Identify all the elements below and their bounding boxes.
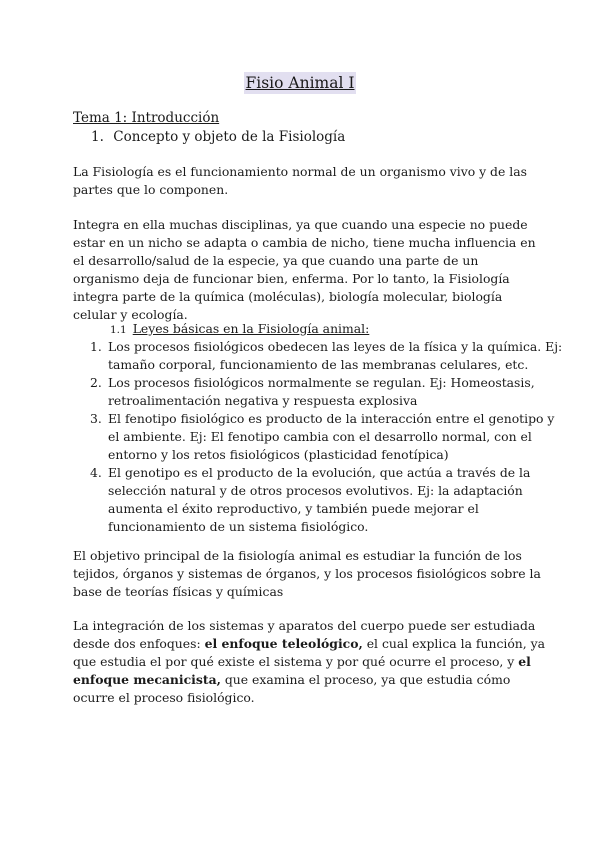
list-item-text: El fenotipo fisiológico es producto de la interacción entre el genotipo y el ambiente. Ej: El fenotipo cambia con el desarrollo normal, con el entorno y los retos fisiológicos (plasticidad fenotípica) <box>108 411 555 462</box>
list-item-number: 4. <box>90 465 102 480</box>
list-item <box>73 410 563 464</box>
section-title: Concepto y objeto de la Fisiología <box>113 129 346 145</box>
chapter-heading: Tema 1: Introducción <box>73 110 220 126</box>
page-title: Fisio Animal I <box>245 74 355 92</box>
subsection-number: 1.1 <box>110 324 127 336</box>
subsection-title: Leyes básicas en la Fisiología animal: <box>132 321 370 336</box>
list-item-number: 2. <box>90 375 102 390</box>
paragraph-approaches <box>73 617 548 707</box>
list-item-text: Los procesos fisiológicos normalmente se regulan. Ej: Homeostasis, retroalimentación negativa y respuesta explosiva <box>108 375 535 408</box>
list-item-number: 1. <box>90 339 102 354</box>
section-heading <box>91 127 345 147</box>
list-item-text: El genotipo es el producto de la evolución, que actúa a través de la selección natural y de otros procesos evolutivos. Ej: la adaptación aumenta el éxito reproductivo, y también puede mejorar el funcionamiento de un sistema fisiológico. <box>108 465 531 534</box>
subsection-heading <box>110 320 369 339</box>
approaches-text-2: el cual explica la función, ya que estudia el por qué existe el sistema y por qué ocurre el proceso, y <box>73 636 546 669</box>
list-item-text: Los procesos fisiológicos obedecen las leyes de la física y la química. Ej: tamaño corporal, funcionamiento de las membranas celulares, etc. <box>108 339 563 372</box>
list-item <box>73 374 563 410</box>
list-item-number: 3. <box>90 411 102 426</box>
paragraph-disciplines: Integra en ella muchas disciplinas, ya que cuando una especie no puede estar en un nicho se adapta o cambia de nicho, tiene mucha influencia en el desarrollo/salud de la especie, ya que cuando una parte de un organismo deja de funcionar bien, enferma. Por lo tanto, la Fisiología integra parte de la química (moléculas), biología molecular, biología celular y ecología. <box>73 217 536 322</box>
approaches-text-1: La integración de los sistemas y aparatos del cuerpo puede ser estudiada desde dos enfoques: <box>73 618 536 651</box>
paragraph-definition: La Fisiología es el funcionamiento normal de un organismo vivo y de las partes que lo componen. <box>73 164 527 197</box>
title-wrap <box>0 72 600 94</box>
list-item <box>73 464 563 536</box>
laws-list <box>73 338 563 536</box>
mechanistic-term: el enfoque mecanicista, <box>73 654 531 687</box>
list-item <box>73 338 563 374</box>
section-number: 1. <box>91 129 104 145</box>
approaches-text-3: que examina el proceso, ya que estudia cómo ocurre el proceso fisiológico. <box>73 672 511 705</box>
paragraph-objective: El objetivo principal de la fisiología animal es estudiar la función de los tejidos, órganos y sistemas de órganos, y los procesos fisiológicos sobre la base de teorías físicas y químicas <box>73 548 541 599</box>
teleological-term: el enfoque teleológico, <box>204 636 363 651</box>
